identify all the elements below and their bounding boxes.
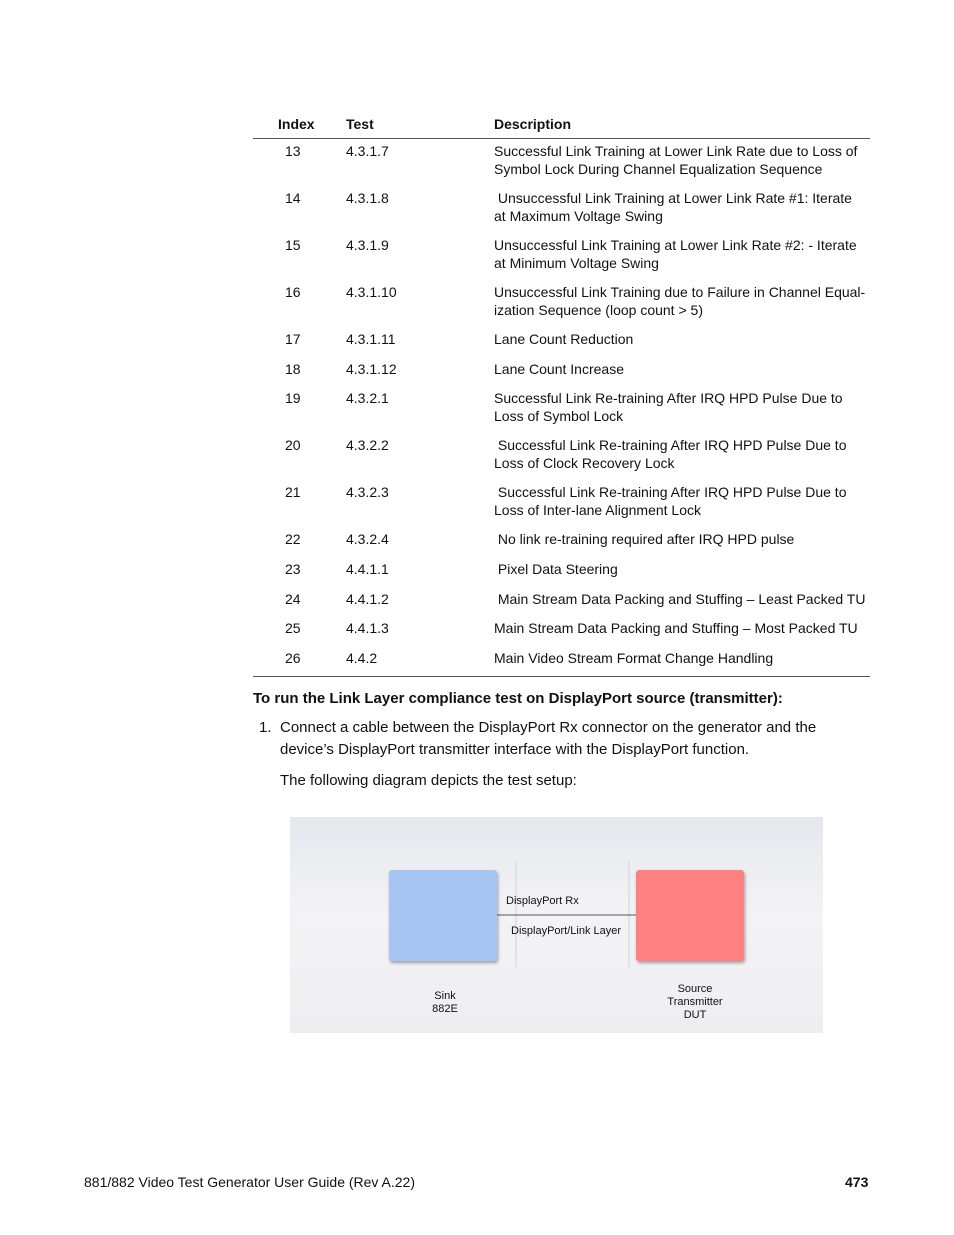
cell-index: 16 [285, 284, 301, 300]
cell-test: 4.3.1.8 [346, 190, 389, 206]
cell-description: Main Stream Data Packing and Stuffing – Least Packed TU [494, 590, 866, 607]
cell-index: 13 [285, 143, 301, 159]
cell-test: 4.3.2.1 [346, 390, 389, 407]
cell-description: Unsuccessful Link Training at Lower Link Rate #1: Iterate at Maximum Voltage Swing [494, 190, 852, 224]
cell-index: 18 [285, 360, 301, 377]
cell-description: Successful Link Training at Lower Link Rate due to Loss of Symbol Lock During Channel Equalization Sequence [494, 143, 858, 177]
cell-description: Lane Count Increase [494, 360, 624, 377]
source-label: Source Transmitter DUT [667, 983, 723, 1021]
sink-device-box [389, 870, 497, 961]
cell-index: 17 [285, 331, 301, 347]
cell-index: 15 [285, 237, 301, 253]
cell-index: 21 [285, 484, 301, 501]
cell-description: Successful Link Re-training After IRQ HPD Pulse Due to Loss of Clock Recovery Lock [494, 437, 847, 471]
cell-test: 4.3.2.4 [346, 531, 389, 548]
step-text-line-2: device’s DisplayPort transmitter interface with the DisplayPort function. [280, 741, 750, 758]
cell-test: 4.4.2 [346, 650, 378, 667]
cell-test: 4.3.1.11 [346, 331, 396, 347]
cell-index: 22 [285, 531, 301, 548]
cell-index: 14 [285, 190, 301, 206]
table-body [253, 139, 870, 676]
cell-test: 4.3.1.9 [346, 237, 389, 253]
header-test: Test [346, 116, 374, 132]
table-row [253, 386, 870, 433]
connector-label: DisplayPort Rx [506, 895, 579, 907]
cell-index: 23 [285, 561, 301, 578]
table-header [253, 114, 870, 139]
cell-description: Main Video Stream Format Change Handling [494, 650, 774, 667]
source-device-box [636, 870, 744, 961]
table-row [253, 557, 870, 587]
cell-test: 4.4.1.1 [346, 561, 389, 578]
cell-description: Unsuccessful Link Training due to Failure in Channel Equal- ization Sequence (loop count > 5) [494, 284, 866, 318]
table-row [253, 139, 870, 186]
cell-index: 26 [285, 650, 301, 667]
sink-label: Sink 882E [432, 990, 458, 1015]
cell-index: 19 [285, 390, 301, 407]
cell-description: Main Stream Data Packing and Stuffing – Most Packed TU [494, 620, 858, 637]
footer-title: 881/882 Video Test Generator User Guide (Rev A.22) [84, 1174, 416, 1190]
cell-test: 4.3.1.7 [346, 143, 389, 159]
table-row [253, 233, 870, 280]
table-row [253, 616, 870, 646]
step-number: 1. [259, 719, 272, 736]
cell-description: Successful Link Re-training After IRQ HPD Pulse Due to Loss of Symbol Lock [494, 390, 843, 424]
table-row [253, 357, 870, 387]
table-row [253, 433, 870, 480]
test-index-table [253, 114, 870, 677]
cell-description: Pixel Data Steering [494, 561, 618, 578]
table-row [253, 327, 870, 357]
table-row [253, 527, 870, 557]
cell-test: 4.3.2.3 [346, 484, 389, 501]
cell-index: 25 [285, 620, 301, 637]
page-number: 473 [845, 1174, 869, 1190]
cell-description: Successful Link Re-training After IRQ HPD Pulse Due to Loss of Inter-lane Alignment Lock [494, 484, 847, 518]
table-bottom-rule [253, 676, 870, 677]
table-row [253, 480, 870, 527]
diagram-intro: The following diagram depicts the test setup: [280, 772, 577, 789]
table-row [253, 186, 870, 233]
cell-test: 4.4.1.3 [346, 620, 389, 637]
cell-test: 4.3.1.12 [346, 360, 397, 377]
cell-index: 20 [285, 437, 301, 454]
cell-index: 24 [285, 590, 301, 607]
cell-test: 4.4.1.2 [346, 590, 389, 607]
step-text-line-1: Connect a cable between the DisplayPort Rx connector on the generator and the [280, 719, 817, 736]
link-layer-label: DisplayPort/Link Layer [511, 925, 622, 937]
table-row [253, 280, 870, 327]
cell-description: Lane Count Reduction [494, 331, 634, 347]
cell-description: Unsuccessful Link Training at Lower Link Rate #2: - Iterate at Minimum Voltage Swing [494, 237, 857, 271]
cell-description: No link re-training required after IRQ HPD pulse [494, 531, 795, 548]
table-row [253, 646, 870, 676]
cell-test: 4.3.2.2 [346, 437, 389, 454]
table-row [253, 587, 870, 617]
header-description: Description [494, 116, 572, 132]
cell-test: 4.3.1.10 [346, 284, 397, 300]
section-heading: To run the Link Layer compliance test on DisplayPort source (transmitter): [253, 690, 783, 707]
test-setup-diagram [290, 817, 823, 1033]
header-index: Index [278, 116, 315, 132]
